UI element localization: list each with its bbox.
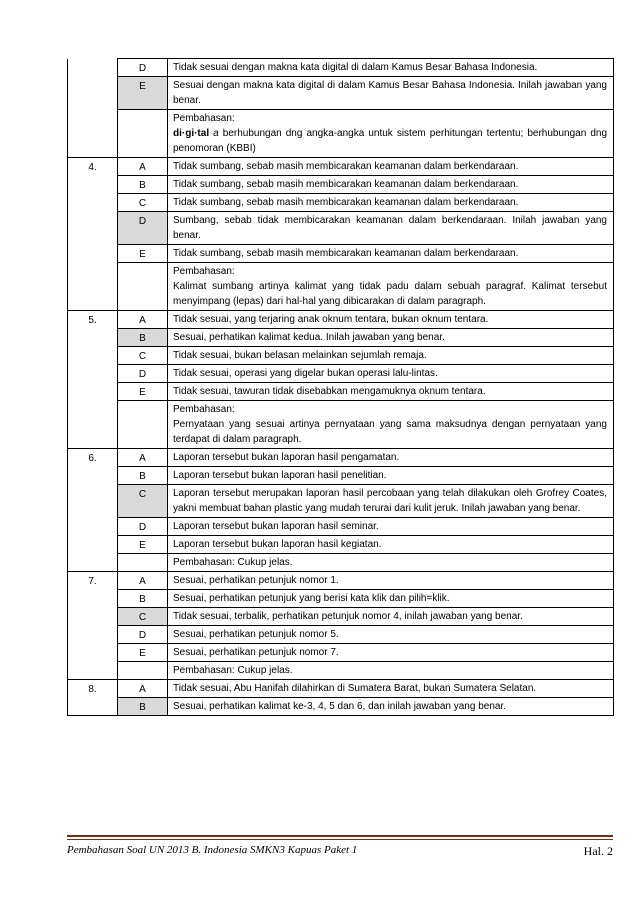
question-number-cell (68, 608, 118, 626)
answer-text: Laporan tersebut bukan laporan hasil penelitian. (168, 467, 614, 485)
word-class: a (213, 128, 219, 139)
table-row (68, 662, 614, 680)
answer-text: Tidak sumbang, sebab masih membicarakan keamanan dalam berkendaraan. (168, 194, 614, 212)
question-number (68, 383, 117, 385)
question-number (68, 263, 117, 265)
option-cell (118, 347, 168, 365)
answer-text: Sumbang, sebab tidak membicarakan keamanan dalam berkendaraan. Inilah jawaban yang benar. (168, 212, 614, 245)
table-row (68, 329, 614, 347)
option-letter: E (139, 387, 146, 398)
question-number-cell (68, 347, 118, 365)
question-number (68, 212, 117, 214)
option-letter: C (138, 198, 147, 209)
option-letter: D (138, 216, 147, 227)
answer-text: Tidak sesuai, tawuran tidak disebabkan mengamuknya oknum tentara. (168, 383, 614, 401)
option-letter: B (139, 471, 146, 482)
question-number (68, 401, 117, 403)
question-number (68, 110, 117, 112)
table-row (68, 536, 614, 554)
page-number: Hal. 2 (583, 844, 613, 858)
answer-text: Sesuai, perhatikan kalimat kedua. Inilah jawaban yang benar. (168, 329, 614, 347)
option-letter: B (139, 702, 146, 713)
option-cell (118, 554, 168, 572)
option-letter: C (138, 612, 147, 623)
option-cell (118, 158, 168, 176)
answer-text: Laporan tersebut bukan laporan hasil pengamatan. (168, 449, 614, 467)
option-cell (118, 401, 168, 449)
option-cell (118, 572, 168, 590)
option-letter (118, 662, 167, 664)
answer-text: Tidak sesuai, Abu Hanifah dilahirkan di Sumatera Barat, bukan Sumatera Selatan. (168, 680, 614, 698)
table-row (68, 698, 614, 716)
question-number (68, 245, 117, 247)
option-letter (118, 110, 167, 112)
question-number (68, 347, 117, 349)
correct-option-cell (118, 608, 168, 626)
option-cell (118, 59, 168, 77)
option-letter: C (138, 351, 147, 362)
footer-title: Pembahasan Soal UN 2013 B. Indonesia SMKN3 Kapuas Paket 1 (67, 844, 358, 856)
option-letter: D (138, 630, 147, 641)
answer-text: Sesuai, perhatikan petunjuk yang berisi kata klik dan pilih=klik. (168, 590, 614, 608)
option-cell (118, 311, 168, 329)
question-number (68, 590, 117, 592)
question-number-cell (68, 536, 118, 554)
footer-rule (67, 835, 613, 837)
correct-option-cell (118, 329, 168, 347)
option-letter: D (138, 522, 147, 533)
table-row (68, 176, 614, 194)
question-number (68, 485, 117, 487)
correct-option-cell (118, 698, 168, 716)
explanation-definition (173, 126, 607, 156)
question-number: 8. (88, 684, 97, 695)
option-letter: D (138, 63, 147, 74)
option-cell (118, 245, 168, 263)
option-letter: A (139, 453, 146, 464)
question-number-cell (68, 383, 118, 401)
question-number-cell (68, 401, 118, 449)
definition-text: berhubungan dng angka-angka untuk sistem perhitungan tertentu; berhubungan dng penomoran (KBBI) (173, 128, 608, 154)
question-number-cell (68, 245, 118, 263)
question-number-cell (68, 59, 118, 77)
answer-text: Tidak sesuai, yang terjaring anak oknum tentara, bukan oknum tentara. (168, 311, 614, 329)
table-row (68, 212, 614, 245)
table-row (68, 467, 614, 485)
table-row (68, 383, 614, 401)
option-cell (118, 110, 168, 158)
question-number (68, 176, 117, 178)
question-number (68, 698, 117, 700)
answer-text: Tidak sumbang, sebab masih membicarakan keamanan dalam berkendaraan. (168, 245, 614, 263)
answer-text: Pembahasan: Cukup jelas. (168, 662, 614, 680)
answer-text: Sesuai, perhatikan petunjuk nomor 1. (168, 572, 614, 590)
table-row (68, 158, 614, 176)
table-row (68, 311, 614, 329)
table-row (68, 263, 614, 311)
question-number (68, 662, 117, 664)
table-row (68, 572, 614, 590)
option-cell (118, 194, 168, 212)
question-number-cell (68, 467, 118, 485)
question-number (68, 608, 117, 610)
question-number-cell (68, 77, 118, 110)
option-cell (118, 365, 168, 383)
option-cell (118, 662, 168, 680)
question-number (68, 467, 117, 469)
table-row (68, 590, 614, 608)
answer-text: Sesuai, perhatikan petunjuk nomor 5. (168, 626, 614, 644)
option-letter: E (139, 540, 146, 551)
table-row (68, 110, 614, 158)
option-letter: A (139, 162, 146, 173)
answer-text: Tidak sesuai, bukan belasan melainkan sejumlah remaja. (168, 347, 614, 365)
question-number-cell (68, 680, 118, 698)
option-cell (118, 536, 168, 554)
option-letter (118, 401, 167, 403)
question-number-cell (68, 329, 118, 347)
option-cell (118, 590, 168, 608)
question-number-cell (68, 194, 118, 212)
option-letter: B (139, 594, 146, 605)
explanation-cell (168, 263, 614, 311)
option-cell (118, 626, 168, 644)
question-number: 5. (88, 315, 97, 326)
answer-text: Sesuai, perhatikan petunjuk nomor 7. (168, 644, 614, 662)
explanation-label: Pembahasan: (173, 266, 235, 277)
correct-option-cell (118, 77, 168, 110)
option-letter: C (138, 489, 147, 500)
question-number (68, 329, 117, 331)
question-number-cell (68, 590, 118, 608)
question-number: 6. (88, 453, 97, 464)
table-row (68, 644, 614, 662)
explanation-cell (168, 401, 614, 449)
table-row (68, 77, 614, 110)
option-cell (118, 680, 168, 698)
table-row (68, 449, 614, 467)
explanation-text: Kalimat sumbang artinya kalimat yang tidak padu dalam sebuah paragraf. Kalimat tersebut menyimpang (lepas) dari hal-hal yang dibicarakan di dalam paragraph. (173, 281, 607, 307)
table-row (68, 365, 614, 383)
answer-text: Pembahasan: Cukup jelas. (168, 554, 614, 572)
question-number-cell (68, 485, 118, 518)
answer-text: Tidak sumbang, sebab masih membicarakan keamanan dalam berkendaraan. (168, 158, 614, 176)
question-number-cell (68, 518, 118, 536)
question-number-cell (68, 698, 118, 716)
option-cell (118, 176, 168, 194)
table-row (68, 401, 614, 449)
question-number-cell (68, 644, 118, 662)
question-number (68, 554, 117, 556)
option-letter: B (139, 333, 146, 344)
question-number-cell (68, 110, 118, 158)
table-row (68, 59, 614, 77)
option-letter: B (139, 180, 146, 191)
option-cell (118, 383, 168, 401)
option-letter: A (139, 576, 146, 587)
table-row (68, 680, 614, 698)
question-number (68, 518, 117, 520)
answer-text: Sesuai, perhatikan kalimat ke-3, 4, 5 dan 6, dan inilah jawaban yang benar. (168, 698, 614, 716)
question-number-cell (68, 365, 118, 383)
explanation-cell (168, 110, 614, 158)
table-row (68, 245, 614, 263)
option-letter: E (139, 648, 146, 659)
answer-text: Laporan tersebut bukan laporan hasil kegiatan. (168, 536, 614, 554)
option-letter: E (139, 249, 146, 260)
footer-rule-thin (67, 839, 613, 840)
answer-text: Tidak sesuai dengan makna kata digital di dalam Kamus Besar Bahasa Indonesia. (168, 59, 614, 77)
question-number (68, 365, 117, 367)
defined-word: di·gi·tal (173, 128, 210, 139)
option-letter: D (138, 369, 147, 380)
answer-text: Laporan tersebut merupakan laporan hasil percobaan yang telah dilakukan oleh Grofrey Coates, yakni membuat bahan plastic yang mudah terurai dari kulit jeruk. Inilah jawaban yang benar. (168, 485, 614, 518)
correct-option-cell (118, 212, 168, 245)
question-number-cell (68, 554, 118, 572)
question-number-cell (68, 572, 118, 590)
answer-text: Tidak sumbang, sebab masih membicarakan keamanan dalam berkendaraan. (168, 176, 614, 194)
question-number (68, 536, 117, 538)
option-cell (118, 263, 168, 311)
answer-text: Tidak sesuai, operasi yang digelar bukan operasi lalu-lintas. (168, 365, 614, 383)
question-number (68, 626, 117, 628)
option-letter (118, 554, 167, 556)
answer-table (67, 58, 614, 716)
answer-text: Tidak sesuai, terbalik, perhatikan petunjuk nomor 4, inilah jawaban yang benar. (168, 608, 614, 626)
answer-text: Laporan tersebut bukan laporan hasil seminar. (168, 518, 614, 536)
table-row (68, 347, 614, 365)
question-number (68, 59, 117, 61)
question-number-cell (68, 212, 118, 245)
option-letter: A (139, 315, 146, 326)
question-number-cell (68, 176, 118, 194)
option-letter (118, 263, 167, 265)
table-row (68, 626, 614, 644)
question-number (68, 77, 117, 79)
question-number-cell (68, 158, 118, 176)
explanation-label: Pembahasan: (173, 404, 235, 415)
question-number-cell (68, 263, 118, 311)
option-letter: A (139, 684, 146, 695)
table-row (68, 485, 614, 518)
option-cell (118, 644, 168, 662)
explanation-text: Pernyataan yang sesuai artinya pernyataan yang sama maksudnya dengan pernyataan yang terdapat di dalam paragraph. (173, 419, 607, 445)
question-number: 4. (88, 162, 97, 173)
table-row (68, 608, 614, 626)
answer-text: Sesuai dengan makna kata digital di dalam Kamus Besar Bahasa Indonesia. Inilah jawaban yang benar. (168, 77, 614, 110)
question-number (68, 194, 117, 196)
question-number-cell (68, 311, 118, 329)
table-row (68, 554, 614, 572)
option-cell (118, 518, 168, 536)
option-letter: E (139, 81, 146, 92)
table-row (68, 194, 614, 212)
question-number-cell (68, 449, 118, 467)
question-number-cell (68, 662, 118, 680)
question-number (68, 644, 117, 646)
explanation-label: Pembahasan: (173, 113, 235, 124)
correct-option-cell (118, 485, 168, 518)
question-number: 7. (88, 576, 97, 587)
table-row (68, 518, 614, 536)
option-cell (118, 449, 168, 467)
answer-table-body (68, 59, 614, 716)
question-number-cell (68, 626, 118, 644)
option-cell (118, 467, 168, 485)
